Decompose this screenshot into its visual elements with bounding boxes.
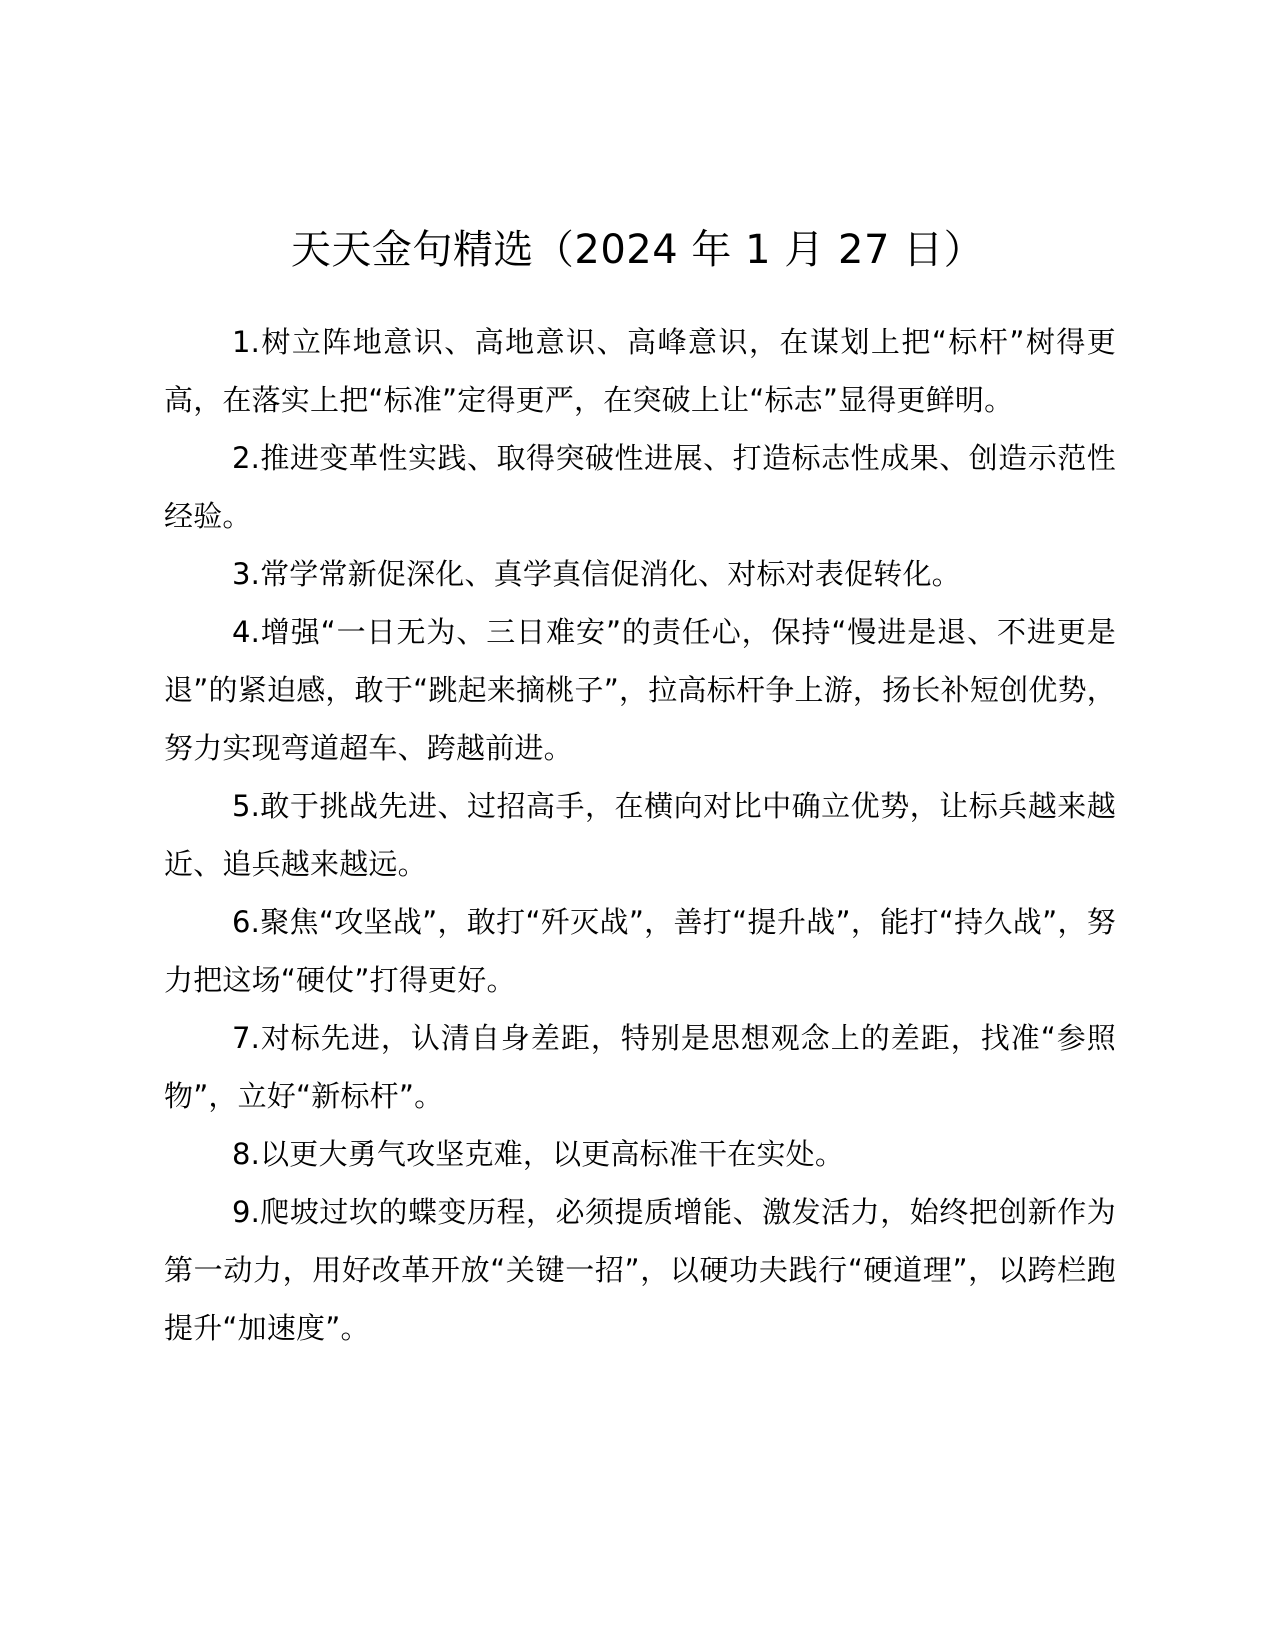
quote-paragraph-4: 4.增强“一日无为、三日难安”的责任心，保持“慢进是退、不进更是退”的紧迫感，敢于“跳起来摘桃子”，拉高标杆争上游，扬长补短创优势，努力实现弯道超车、跨越前进。 <box>164 615 1116 765</box>
quote-paragraph-8: 8.以更大勇气攻坚克难，以更高标准干在实处。 <box>232 1137 845 1171</box>
quote-paragraph-9: 9.爬坡过坎的蝶变历程，必须提质增能、激发活力，始终把创新作为第一动力，用好改革开放“关键一招”，以硬功夫践行“硬道理”，以跨栏跑提升“加速度”。 <box>164 1195 1116 1345</box>
document-body <box>164 313 1116 1357</box>
quote-paragraph-7: 7.对标先进，认清自身差距，特别是思想观念上的差距，找准“参照物”，立好“新标杆”。 <box>164 1021 1116 1113</box>
quote-paragraph-5: 5.敢于挑战先进、过招高手，在横向对比中确立优势，让标兵越来越近、追兵越来越远。 <box>164 789 1116 881</box>
quote-paragraph-2: 2.推进变革性实践、取得突破性进展、打造标志性成果、创造示范性经验。 <box>164 441 1116 533</box>
quote-paragraph-6: 6.聚焦“攻坚战”，敢打“歼灭战”，善打“提升战”，能打“持久战”，努力把这场“硬仗”打得更好。 <box>164 905 1116 997</box>
document-title: 天天金句精选（2024 年 1 月 27 日） <box>290 227 985 273</box>
quote-paragraph-3: 3.常学常新促深化、真学真信促消化、对标对表促转化。 <box>232 557 961 591</box>
quote-paragraph-1: 1.树立阵地意识、高地意识、高峰意识，在谋划上把“标杆”树得更高，在落实上把“标准”定得更严，在突破上让“标志”显得更鲜明。 <box>164 325 1116 417</box>
